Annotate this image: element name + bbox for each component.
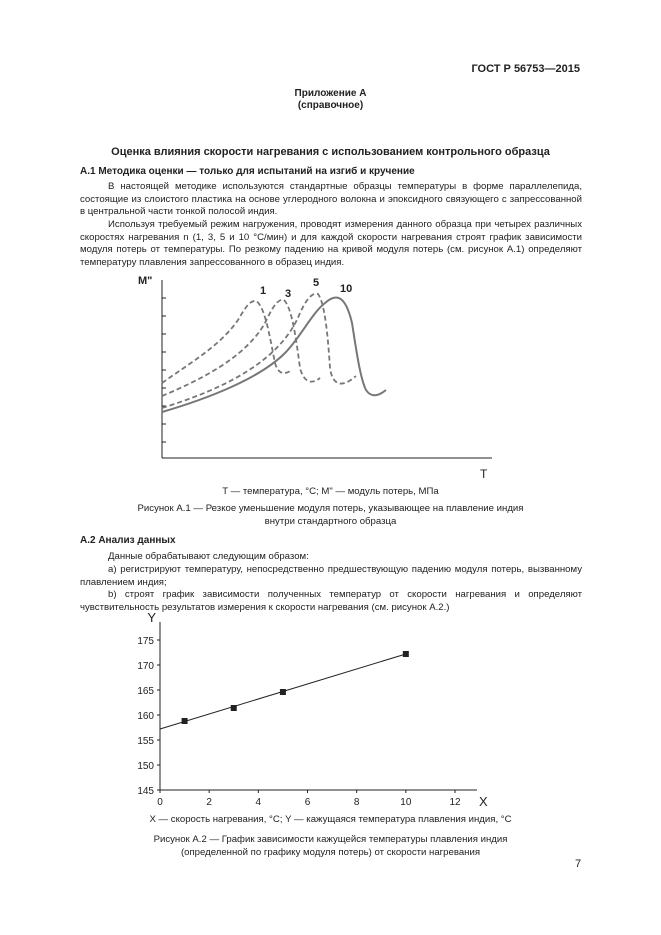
item-b-text: b) строят график зависимости полученных температур от скорости нагревания и определяют чувствительность результатов измерения к скорости нагревания (см. рисунок А.2.) (80, 589, 582, 613)
annex-subtitle: (справочное) (297, 100, 364, 111)
x-axis-label: X (479, 794, 488, 809)
figure1-chart (120, 268, 520, 480)
section-a1-para1 (80, 181, 582, 219)
fig1-curve-label-1: 1 (260, 285, 267, 297)
x-tick-label: 0 (157, 797, 163, 808)
para2-text: Используя требуемый режим нагружения, проводят измерения данного образца при четырех различных скоростях нагревания n (1, 3, 5 и 10 °С/мин) и для каждой скорости нагревания строят график зависимости модуля потерь от температуры. По резкому падению на кривой модуля потерь (см. рисунок А.1) определяют температуру плавления запрессованного в образец индия. (80, 219, 582, 268)
fig1-x-label: T (480, 467, 488, 480)
y-tick-label: 160 (137, 711, 154, 722)
x-tick-label: 12 (449, 797, 461, 808)
item-a-text: а) регистрируют температуру, непосредственно предшествующую падению модуля потерь, вызванному плавлением индия; (80, 564, 582, 588)
figure1-caption-line2: внутри стандартного образца (264, 515, 397, 527)
section-a2-heading: А.2 Анализ данных (80, 535, 176, 546)
figure2-caption-line2: (определенной по графику модуля потерь) от скорости нагревания (180, 846, 481, 858)
x-tick-label: 10 (400, 797, 412, 808)
section-a2-intro (80, 551, 582, 564)
section-a1-heading: А.1 Методика оценки — только для испытаний на изгиб и кручение (80, 166, 415, 177)
data-point (403, 651, 409, 657)
data-point (280, 689, 286, 695)
figure1-legend: T — температура, °С; M" — модуль потерь, МПа (222, 486, 439, 497)
fig1-curve-10 (162, 297, 386, 412)
data-point (182, 718, 188, 724)
fig1-curve-label-3: 3 (285, 288, 292, 300)
fig1-curve-label-5: 5 (313, 277, 320, 289)
x-tick-label: 2 (206, 797, 212, 808)
section-a2-item-a (80, 564, 582, 589)
figure2-chart (130, 610, 500, 815)
para1-text: В настоящей методике используются стандартные образцы температуры в форме параллелепида, состоящие из слоистого пластика на основе углеродного волокна и эпоксидного связующего с запрессованной в центральной части тонкой полосой индия. (80, 181, 582, 218)
y-axis-label: Y (147, 610, 156, 625)
data-point (231, 705, 237, 711)
x-tick-label: 4 (255, 797, 262, 808)
fig1-y-label: M" (138, 275, 153, 287)
annex-title (0, 88, 661, 112)
x-tick-label: 6 (304, 797, 311, 808)
fig1-y-ticks (162, 298, 166, 442)
x-tick-label: 8 (353, 797, 360, 808)
y-tick-label: 175 (137, 636, 154, 647)
figure2-caption-line1: Рисунок А.2 — График зависимости кажущейся температуры плавления индия (153, 834, 508, 845)
figure1-caption-line1: Рисунок А.1 — Резкое уменьшение модуля потерь, указывающее на плавление индия (137, 503, 524, 514)
page-number: 7 (575, 858, 582, 870)
figure2-caption (0, 834, 661, 859)
y-tick-label: 165 (137, 686, 154, 697)
fig1-curve-label-10: 10 (340, 283, 353, 295)
section-a1-para2 (80, 219, 582, 269)
annex-label: Приложение А (294, 88, 367, 99)
figure2-legend: X — скорость нагревания, °С; Y — кажущаяся температура плавления индия, °С (149, 814, 512, 825)
fig1-curve-1 (162, 301, 292, 383)
y-tick-label: 155 (137, 736, 154, 747)
intro-text: Данные обрабатывают следующим образом: (108, 551, 309, 562)
doc-code-header: ГОСТ Р 56753—2015 (471, 63, 580, 75)
y-tick-label: 170 (137, 661, 154, 672)
y-tick-label: 145 (137, 786, 154, 797)
figure1-caption (0, 503, 661, 528)
main-title: Оценка влияния скорости нагревания с использованием контрольного образца (111, 146, 550, 158)
fig1-curve-5 (162, 294, 356, 408)
y-tick-label: 150 (137, 761, 154, 772)
